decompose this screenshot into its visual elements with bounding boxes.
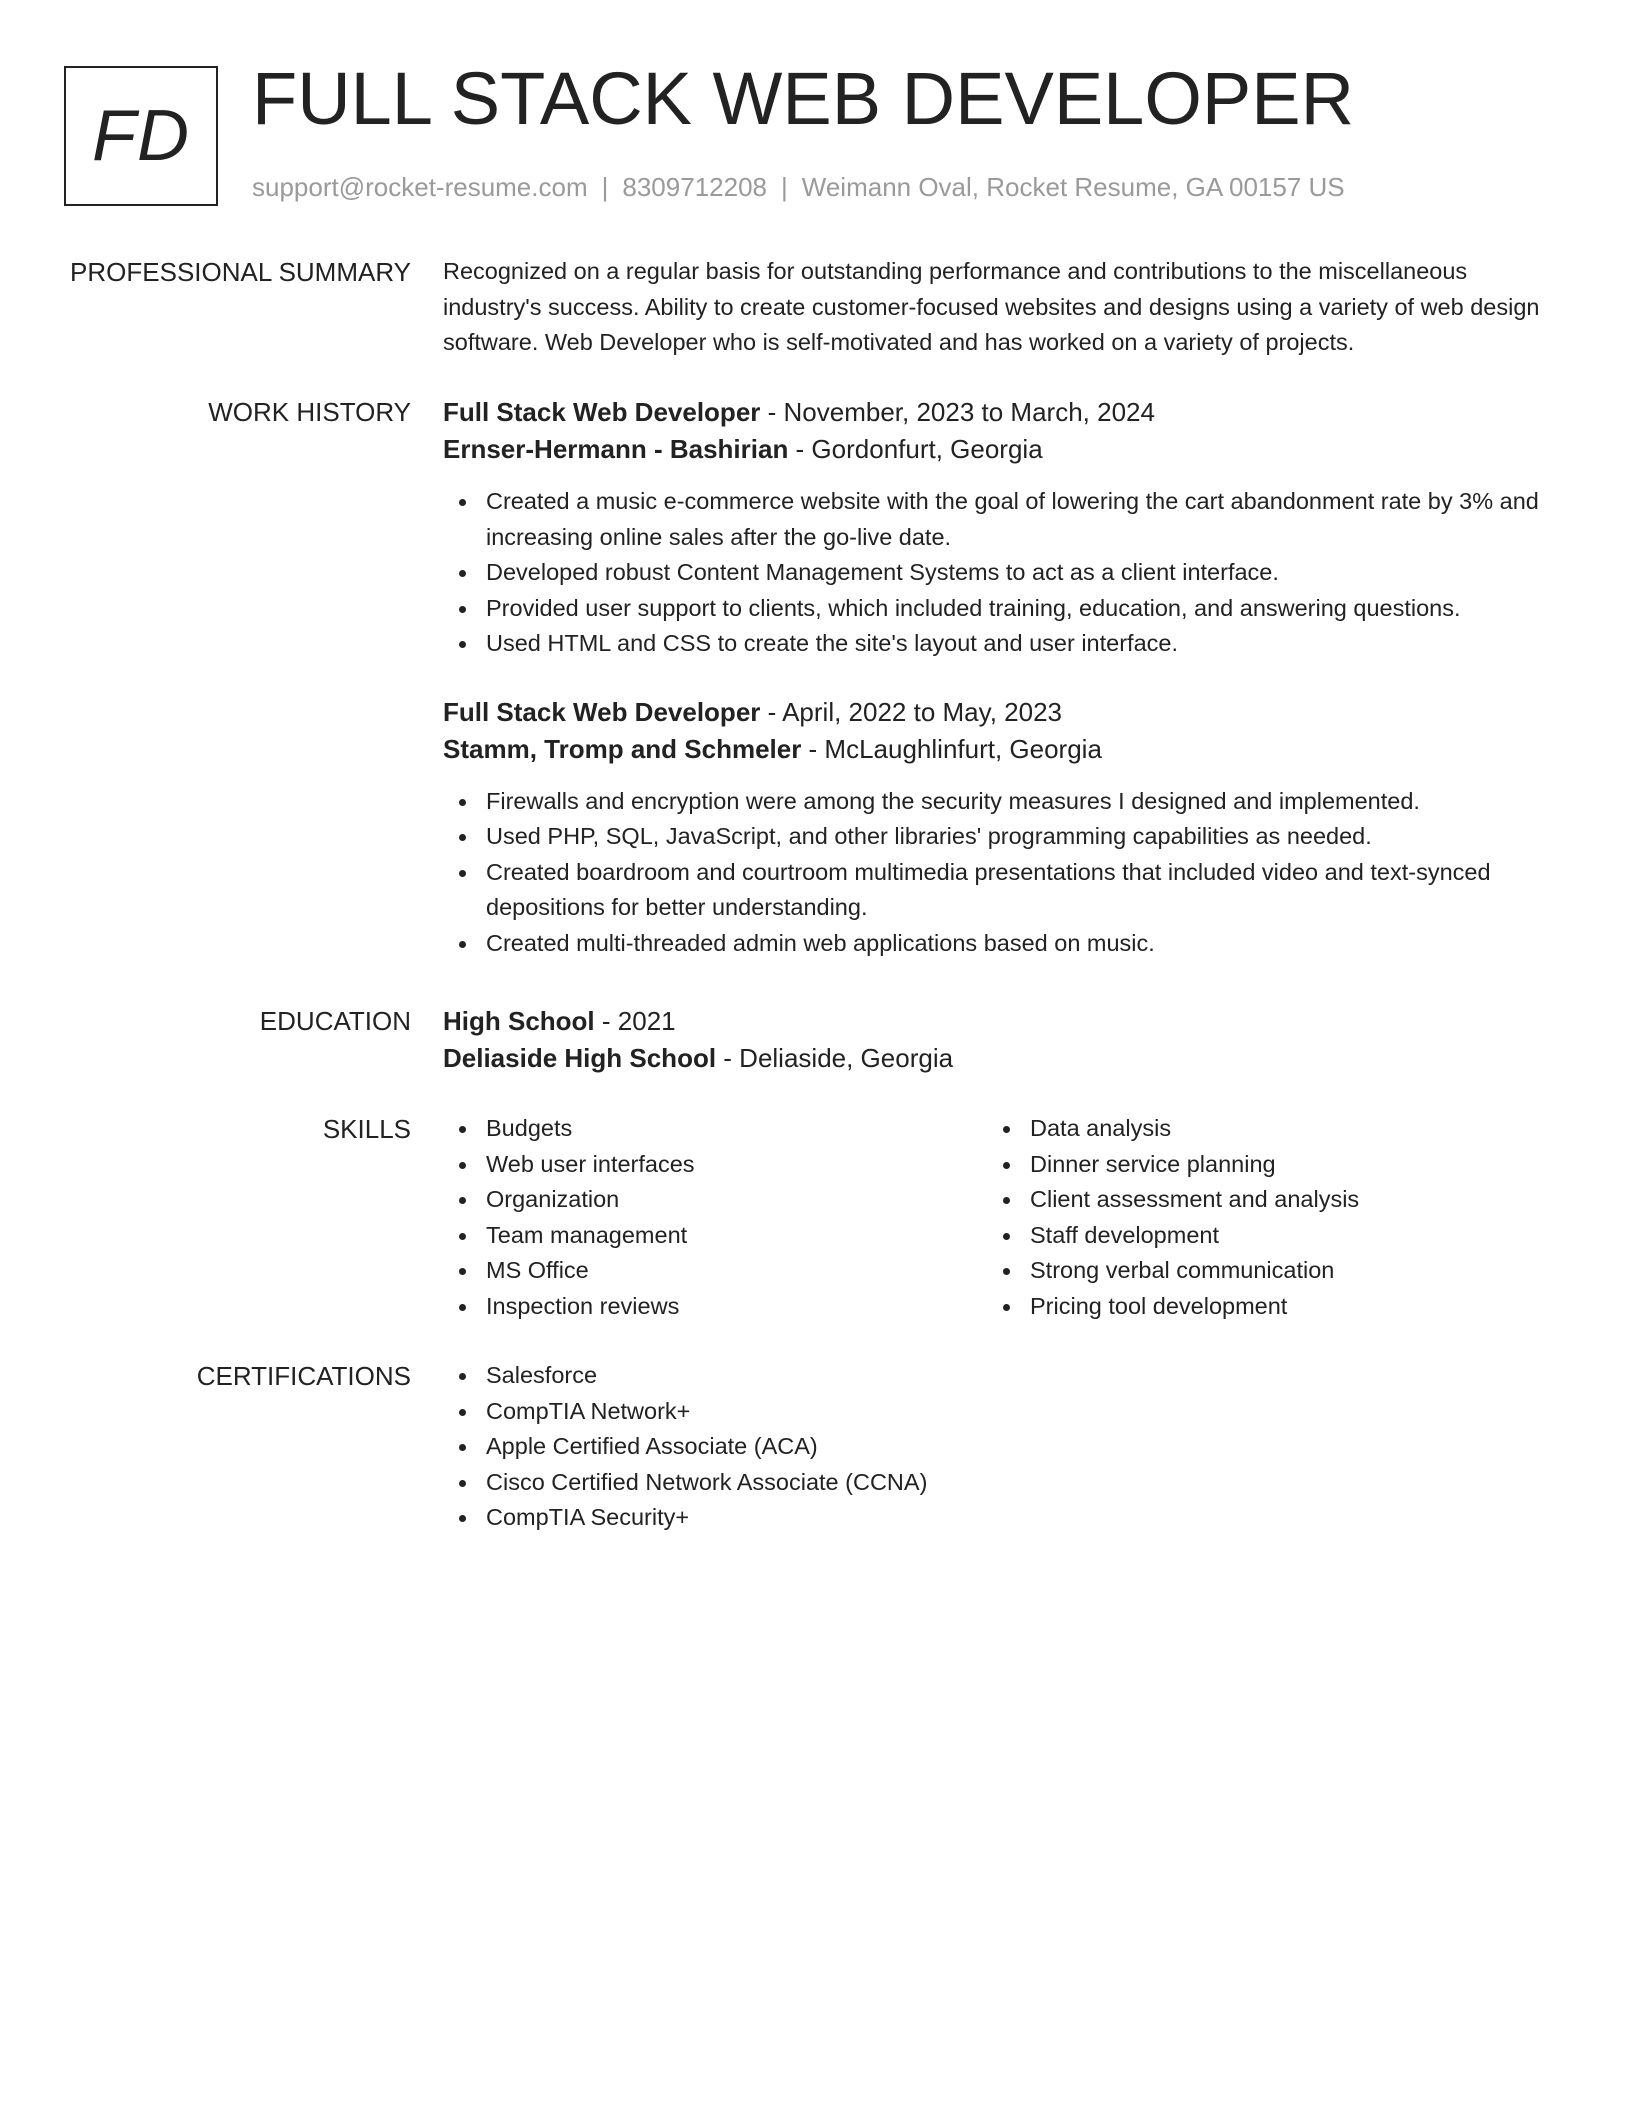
contact-address: Weimann Oval, Rocket Resume, GA 00157 US [801, 172, 1345, 202]
skill-item: Client assessment and analysis [987, 1182, 1531, 1218]
summary-text: Recognized on a regular basis for outstanding performance and contributions to the miscellaneous industry's success. Ability to create customer-focused websites and designs using a variety of web design software. Web Developer who is self-motivated and has worked on a variety of projects. [443, 258, 1540, 355]
job-bullet: Developed robust Content Management Systems to act as a client interface. [443, 555, 1558, 591]
job-title: Full Stack Web Developer [443, 696, 761, 727]
skill-item: Budgets [443, 1111, 987, 1147]
job-dates: - April, 2022 to May, 2023 [760, 696, 1062, 727]
resume-title: FULL STACK WEB DEVELOPER [252, 57, 1355, 140]
job-dates: - November, 2023 to March, 2024 [760, 397, 1155, 427]
certifications-body [443, 1358, 1558, 1536]
education-school-line [443, 1040, 1558, 1077]
skill-item: MS Office [443, 1253, 987, 1289]
contact-separator: | [601, 172, 609, 202]
job-bullet: Provided user support to clients, which included training, education, and answering questions. [443, 591, 1558, 627]
skill-item: Data analysis [987, 1111, 1531, 1147]
skill-item: Team management [443, 1218, 987, 1254]
certification-item: CompTIA Network+ [443, 1394, 1558, 1430]
skill-item: Inspection reviews [443, 1289, 987, 1325]
education-school: Deliaside High School [443, 1043, 717, 1073]
job-employer: Stamm, Tromp and Schmeler [443, 733, 802, 764]
certification-item: CompTIA Security+ [443, 1500, 1558, 1536]
job-bullet: Created a music e-commerce website with the goal of lowering the cart abandonment rate by 3% and increasing online sales after the go-live date. [443, 484, 1558, 555]
skill-item: Organization [443, 1182, 987, 1218]
job-employer-line [443, 431, 1558, 468]
certifications-list [443, 1358, 1558, 1536]
job-bullets [443, 784, 1558, 962]
work-history-body [443, 394, 1558, 961]
skills-body [443, 1111, 1558, 1324]
section-label-skills: SKILLS [322, 1114, 411, 1144]
certification-item: Cisco Certified Network Associate (CCNA) [443, 1465, 1558, 1501]
education-degree: High School [443, 1006, 595, 1036]
section-label-education: EDUCATION [259, 1006, 411, 1036]
job-entry [443, 394, 1558, 662]
job-entry [443, 694, 1558, 962]
job-bullet: Firewalls and encryption were among the security measures I designed and implemented. [443, 784, 1558, 820]
summary-body [443, 254, 1558, 361]
section-label-certifications: CERTIFICATIONS [196, 1361, 411, 1391]
skill-item: Staff development [987, 1218, 1531, 1254]
certification-item: Apple Certified Associate (ACA) [443, 1429, 1558, 1465]
job-title-line [443, 694, 1558, 731]
education-location: - Deliaside, Georgia [716, 1043, 954, 1073]
skill-item: Web user interfaces [443, 1147, 987, 1183]
job-employer: Ernser-Hermann - Bashirian [443, 434, 789, 464]
section-label-summary: PROFESSIONAL SUMMARY [70, 257, 411, 287]
job-bullet: Used PHP, SQL, JavaScript, and other libraries' programming capabilities as needed. [443, 819, 1558, 855]
skills-list-left [443, 1111, 987, 1324]
job-location: - McLaughlinfurt, Georgia [801, 733, 1102, 764]
skill-item: Strong verbal communication [987, 1253, 1531, 1289]
education-degree-line [443, 1003, 1558, 1040]
skill-item: Pricing tool development [987, 1289, 1531, 1325]
certification-item: Salesforce [443, 1358, 1558, 1394]
job-title: Full Stack Web Developer [443, 397, 761, 427]
job-title-line [443, 394, 1558, 431]
section-label-work-history: WORK HISTORY [208, 397, 411, 427]
job-bullets [443, 484, 1558, 662]
contact-separator: | [781, 172, 788, 202]
job-bullet: Created boardroom and courtroom multimedia presentations that included video and text-synced depositions for better understanding. [443, 855, 1558, 926]
monogram-logo: FD [64, 66, 218, 206]
skills-columns [443, 1111, 1558, 1324]
education-year: - 2021 [594, 1006, 676, 1036]
education-body [443, 1003, 1558, 1077]
job-location: - Gordonfurt, Georgia [788, 434, 1043, 464]
contact-email[interactable]: support@rocket-resume.com [252, 172, 588, 202]
contact-phone[interactable]: 8309712208 [622, 172, 767, 202]
job-bullet: Created multi-threaded admin web applications based on music. [443, 926, 1558, 962]
contact-line [252, 172, 1345, 203]
job-bullet: Used HTML and CSS to create the site's layout and user interface. [443, 626, 1558, 662]
skills-list-right [987, 1111, 1531, 1324]
skill-item: Dinner service planning [987, 1147, 1531, 1183]
job-employer-line [443, 731, 1558, 768]
